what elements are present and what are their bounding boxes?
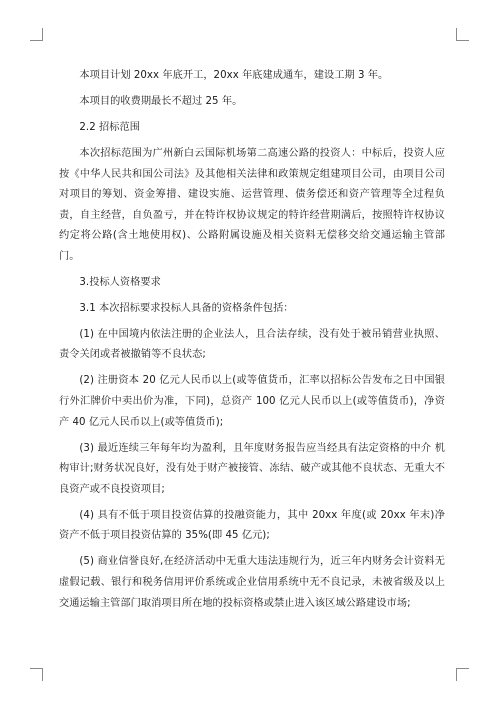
paragraph-toll-period: 本项目的收费期最长不超过 25 年。 bbox=[79, 95, 243, 107]
list-item-qualification-4: (4) 具有不低于项目投资估算的投融资能力，其中 20xx 年度(或 20xx 年末)净资产不低于项目投资估算的 35%(即 45 亿元); bbox=[59, 509, 445, 542]
crop-mark-top-left bbox=[30, 28, 43, 41]
section-heading-bidding-scope: 2.2 招标范围 bbox=[79, 121, 140, 133]
paragraph-bidding-scope: 本次招标范围为广州新白云国际机场第二高速公路的投资人：中标后，投资人应按《中华人民共和国公司法》及其他相关法律和政策规定组建项目公司，由项目公司对项目的筹划、资金筹措、建设实施、运营管理、债务偿还和资产管理等全过程负责，自主经营，自负盈亏，并在特许权协议规定的特许经营期满后，按照特许权协议约定将公路(含土地使用权)、公路附属设施及相关资料无偿移交给交通运输主管部门。 bbox=[59, 147, 445, 262]
document-body bbox=[59, 66, 445, 620]
list-item-qualification-5: (5) 商业信誉良好,在经济活动中无重大违法违规行为，近三年内财务会计资料无虚假记载、银行和税务信用评价系统或企业信用系统中无不良记录，未被省级及以上交通运输主管部门取消项目所在地的投标资格或禁止进入该区域公路建设市场; bbox=[59, 556, 445, 609]
paragraph-schedule: 本项目计划 20xx 年底开工，20xx 年底建成通车，建设工期 3 年。 bbox=[79, 70, 389, 81]
crop-mark-bottom-right bbox=[456, 668, 469, 681]
list-item-qualification-1: (1) 在中国境内依法注册的企业法人，且合法存续，没有处于被吊销营业执照、责令关闭或者被撤销等不良状态; bbox=[59, 328, 445, 361]
list-item-qualification-3: (3) 最近连续三年每年均为盈利，且年度财务报告应当经具有法定资格的中介 机构审计;财务状况良好，没有处于财产被接管、冻结、破产或其他不良状态、无重大不良资产或不良投资项目; bbox=[59, 442, 445, 495]
crop-mark-bottom-left bbox=[30, 668, 43, 681]
crop-mark-top-right bbox=[456, 28, 469, 41]
paragraph-qualification-intro: 3.1 本次招标要求投标人具备的资格条件包括： bbox=[79, 302, 294, 314]
list-item-qualification-2: (2) 注册资本 20 亿元人民币以上(或等值货币，汇率以招标公告发布之日中国银行外汇牌价中卖出价为准，下同)，总资产 100 亿元人民币以上(或等值货币)，净资产 40 亿元人民币以上(或等值货币); bbox=[59, 375, 445, 428]
section-heading-bidder-qualification: 3.投标人资格要求 bbox=[79, 276, 161, 288]
